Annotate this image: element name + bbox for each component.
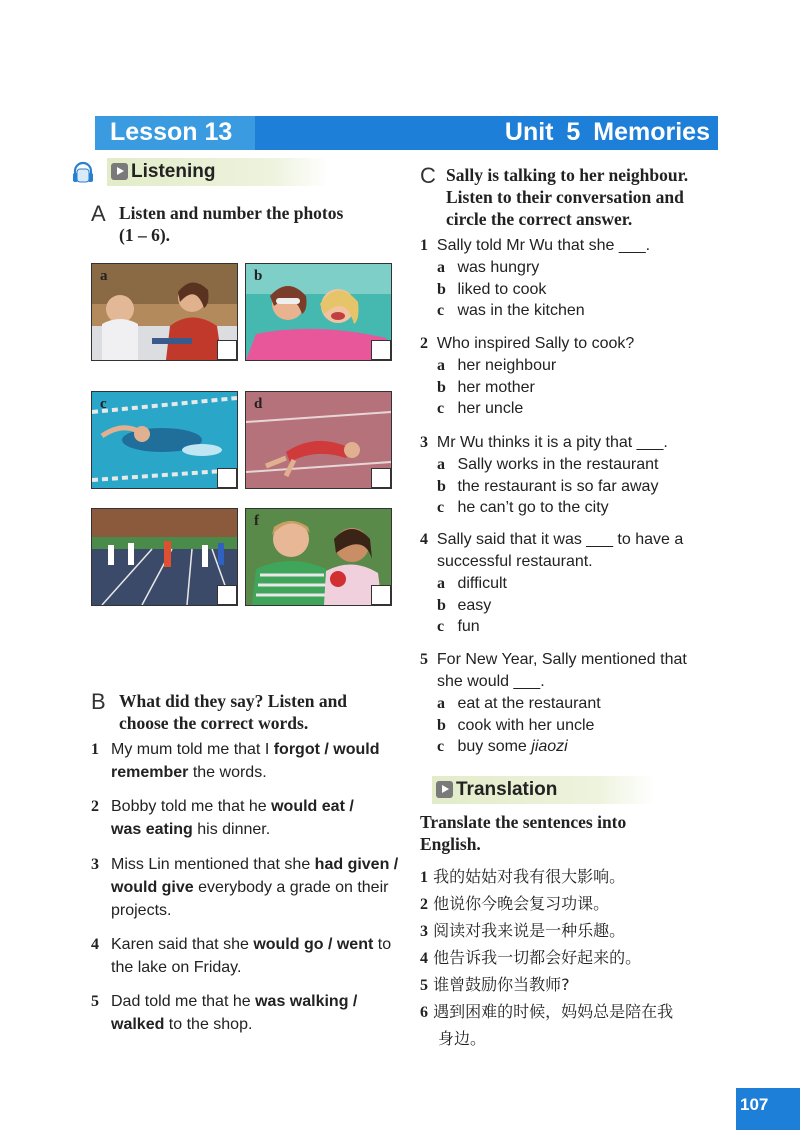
photo-b-answer-box[interactable] [371, 340, 391, 360]
listening-tab [107, 158, 329, 186]
photo-b-image [246, 264, 391, 360]
translation-item: 6 遇到困难的时候，妈妈总是陪在我 [420, 1002, 674, 1021]
translation-item: 3 阅读对我来说是一种乐趣。 [420, 921, 626, 940]
photo-f-image [246, 509, 391, 605]
unit-title: Unit 5 Memories [504, 118, 710, 146]
photo-c-letter: c [100, 396, 107, 412]
translation-tab [432, 776, 654, 804]
translation-item: 1 我的姑姑对我有很大影响。 [420, 867, 626, 886]
translation-label: Translation [456, 779, 558, 800]
c1-option-b[interactable]: liked to cook [457, 280, 547, 298]
photo-d [245, 391, 392, 489]
b-item-2: 2 Bobby told me that he would eat / was eating his dinner. [91, 798, 354, 838]
photo-b [245, 263, 392, 361]
translation-item: 4 他告诉我一切都会好起来的。 [420, 948, 642, 967]
c-question-3: 3 Mr Wu thinks it is a pity that ___. a Sally works in the restaurant b the restaurant is so far away c he can’t go to the city [420, 434, 668, 516]
lesson-title: Lesson 13 [110, 118, 233, 146]
c-question-4: 4 Sally said that it was ___ to have a successful restaurant. a difficult b easy c fun [420, 531, 684, 635]
photo-c [91, 391, 238, 489]
c2-option-b[interactable]: her mother [457, 378, 535, 396]
photo-c-image [92, 392, 237, 488]
b-item-5: 5 Dad told me that he was walking / walked to the shop. [91, 993, 358, 1033]
translation-item: 2 他说你今晚会复习功课。 [420, 894, 610, 913]
section-b-instruction: What did they say? Listen and choose the correct words. [119, 691, 348, 733]
c3-option-b[interactable]: the restaurant is so far away [457, 477, 659, 495]
photo-d-image [246, 392, 391, 488]
photo-a-answer-box[interactable] [217, 340, 237, 360]
play-icon [111, 163, 128, 180]
translation-list: 1 我的姑姑对我有很大影响。 2 他说你今晚会复习功课。 3 阅读对我来说是一种乐趣。 4 他告诉我一切都会好起来的。 5 谁曾鼓励你当教师? 6 遇到困难的时候，妈妈总是陪在我 身边。 [420, 864, 730, 1052]
c5-option-c[interactable]: c buy some jiaozi [437, 738, 568, 755]
photo-f-letter: f [254, 513, 259, 529]
c2-option-c[interactable]: her uncle [457, 400, 524, 417]
play-icon [436, 781, 453, 798]
c4-option-b[interactable]: easy [457, 596, 492, 614]
lesson-banner [95, 116, 255, 150]
photo-d-letter: d [254, 396, 263, 412]
c2-option-a[interactable]: her neighbour [457, 357, 557, 374]
photo-e-image [92, 509, 237, 605]
photo-c-answer-box[interactable] [217, 468, 237, 488]
photo-e-answer-box[interactable] [217, 585, 237, 605]
c1-option-a[interactable]: was hungry [457, 259, 540, 276]
photo-a-letter: a [100, 268, 108, 284]
c1-option-c[interactable]: was in the kitchen [457, 302, 585, 319]
listening-label: Listening [131, 161, 216, 182]
c3-option-c[interactable]: he can’t go to the city [457, 499, 609, 516]
photo-b-letter: b [254, 268, 263, 284]
section-b-letter: B [91, 689, 106, 714]
photo-a [91, 263, 238, 361]
photo-e [91, 508, 238, 606]
c-question-2: 2 Who inspired Sally to cook? a her neighbour b her mother c her uncle [420, 335, 635, 417]
section-a-instruction: Listen and number the photos (1 – 6). [119, 203, 344, 245]
section-c-instruction: Sally is talking to her neighbour. Listen to their conversation and circle the correct answer. [446, 165, 689, 229]
headphones-icon [72, 160, 94, 186]
c4-option-a[interactable]: difficult [457, 575, 507, 592]
section-a-letter: A [91, 201, 106, 226]
c-question-5: 5 For New Year, Sally mentioned that she would ___. a eat at the restaurant b cook with her uncle c buy some jiaozi [420, 649, 720, 758]
c-question-1: 1 Sally told Mr Wu that she ___. a was hungry b liked to cook c was in the kitchen [420, 237, 651, 319]
b-item-1: 1 My mum told me that I forgot / would remember the words. [91, 741, 380, 781]
c3-option-a[interactable]: Sally works in the restaurant [457, 456, 659, 473]
c5-option-a[interactable]: eat at the restaurant [457, 695, 601, 712]
photo-a-image [92, 264, 237, 360]
c4-option-c[interactable]: fun [457, 618, 480, 635]
translation-item: 5 谁曾鼓励你当教师? [420, 975, 570, 994]
b-item-4: 4 Karen said that she would go / went to the lake on Friday. [91, 936, 392, 976]
c5-option-b[interactable]: cook with her uncle [457, 716, 595, 734]
page-number: 107 [740, 1095, 769, 1114]
photo-f [245, 508, 392, 606]
b-item-3: 3 Miss Lin mentioned that she had given / would give everybody a grade on their projects. [91, 856, 399, 919]
section-c-letter: C [420, 163, 436, 188]
unit-banner [255, 116, 718, 150]
page-number-badge [736, 1088, 800, 1130]
translation-instruction: Translate the sentences into English. [420, 812, 627, 854]
photo-f-answer-box[interactable] [371, 585, 391, 605]
photo-d-answer-box[interactable] [371, 468, 391, 488]
